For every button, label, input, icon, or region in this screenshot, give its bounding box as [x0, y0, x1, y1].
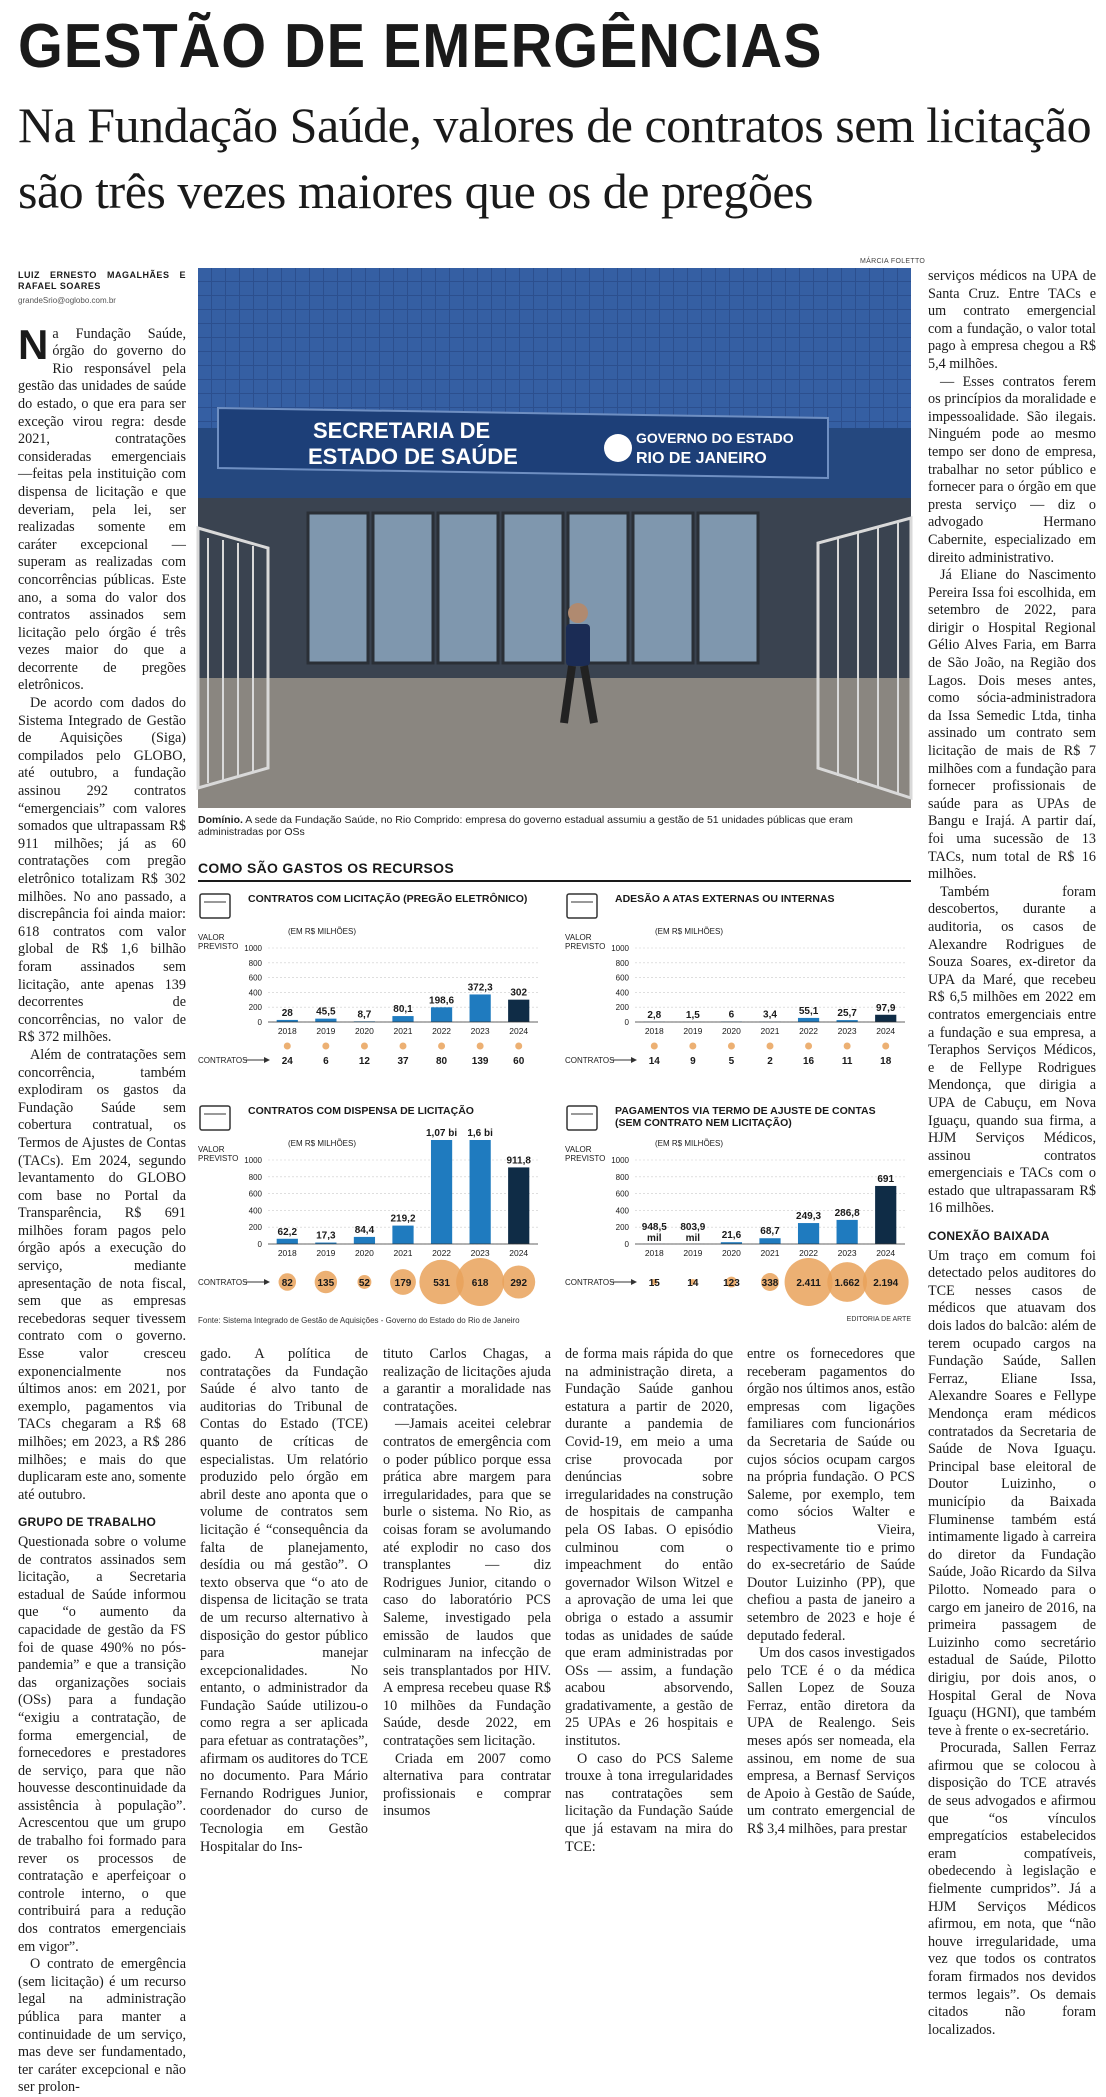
contratos-value: 14 [687, 1278, 699, 1289]
valor-previsto-label: PREVISTO [565, 1154, 605, 1163]
sign-text-1: SECRETARIA DE [313, 418, 490, 443]
y-tick-label: 600 [616, 974, 630, 983]
x-tick-label: 2024 [509, 1248, 528, 1258]
chart-svg [565, 1100, 911, 1310]
contratos-bubble [438, 1043, 445, 1050]
contratos-bubble [361, 1043, 368, 1050]
y-tick-label: 0 [258, 1018, 263, 1027]
bar [508, 1000, 529, 1022]
bar [798, 1223, 819, 1244]
column-4 [565, 1346, 733, 1770]
x-tick-label: 2020 [722, 1248, 741, 1258]
contratos-value: 52 [359, 1278, 371, 1289]
bar-value-label: 8,7 [357, 1009, 371, 1020]
source-note: Fonte: Sistema Integrado de Gestão de Aquisições - Governo do Estado do Rio de Janeiro [198, 1316, 520, 1325]
bar-value-label: 286,8 [835, 1208, 860, 1219]
contratos-bubble [515, 1043, 522, 1050]
y-tick-label: 1000 [244, 1156, 262, 1165]
x-tick-label: 2022 [799, 1026, 818, 1036]
bar-value-label: 3,4 [763, 1010, 777, 1021]
bar-value-label: 21,6 [722, 1230, 742, 1241]
contratos-value: 135 [318, 1278, 335, 1289]
subhead: GRUPO DE TRABALHO [18, 1514, 186, 1532]
x-tick-label: 2023 [471, 1248, 490, 1258]
bar-value-label: 1,07 bi [426, 1128, 457, 1139]
y-tick-label: 400 [249, 1206, 263, 1215]
paragraph: De acordo com dados do Sistema Integrado de Gestão de Aquisições (Siga) compilados pelo GLOBO, até outubro, a fundação assinou 292 contratos “emergenciais” com valores somados que ultrapassam R$ 911 milhões; já as 60 contratações com pregão eletrônico totalizam R$ 302 milhões. No ano passado, a discrepância foi ainda maior: 618 contratos com valor global de R$ 1,6 bilhão foram assinados sem licitação, ante apenas 139 decorrentes de concorrências, no valor de R$ 372 milhões. [18, 695, 186, 1047]
contratos-bubble [689, 1043, 696, 1050]
unit-label: (EM R$ MILHÕES) [288, 927, 356, 936]
x-tick-label: 2021 [394, 1026, 413, 1036]
x-tick-label: 2019 [316, 1248, 335, 1258]
paragraph: Já Eliane do Nascimento Pereira Issa foi escolhida, em setembro de 2022, para dirigir o Hospital Regional Gélio Alves Faria, em Barra de São João, na Região dos Lagos. Dois meses antes, como sócia-administradora da Issa Semedic Ltda, tinha assinado um contrato sem licitação de mais de R$ 7 milhões com a fundação para fornecer profissionais de saúde para as UPAs de Bangu e Irajá. A partir daí, foi uma sucessão de 13 TACs, num total de R$ 16 milhões. [928, 567, 1096, 884]
contratos-value: 6 [323, 1056, 329, 1067]
contratos-value: 292 [510, 1278, 527, 1289]
contratos-value: 11 [842, 1056, 853, 1067]
y-tick-label: 400 [249, 988, 263, 997]
bar-value-label: 45,5 [316, 1007, 336, 1018]
chart-svg [198, 888, 544, 1088]
chart-title [248, 892, 527, 905]
contratos-value: 123 [723, 1278, 740, 1289]
bar [875, 1015, 896, 1022]
x-tick-label: 2020 [722, 1026, 741, 1036]
contratos-value: 179 [395, 1278, 412, 1289]
contratos-value: 12 [359, 1056, 371, 1067]
bar [315, 1019, 336, 1022]
chart-title-line: ADESÃO A ATAS EXTERNAS OU INTERNAS [615, 892, 835, 905]
column-5 [747, 1346, 915, 1770]
x-tick-label: 2019 [683, 1248, 702, 1258]
x-tick-label: 2018 [278, 1248, 297, 1258]
infographic-title: COMO SÃO GASTOS OS RECURSOS [198, 860, 454, 876]
bar-value-label: 219,2 [390, 1214, 415, 1225]
x-tick-label: 2023 [838, 1026, 857, 1036]
bar [392, 1226, 413, 1244]
x-tick-label: 2023 [471, 1026, 490, 1036]
contratos-bubble [477, 1043, 484, 1050]
column-3 [383, 1346, 551, 1770]
contratos-value: 2.194 [873, 1278, 898, 1289]
y-tick-label: 600 [249, 1190, 263, 1199]
contratos-bubble [284, 1043, 291, 1050]
chart-pregao [198, 888, 544, 1088]
dropcap: N [18, 328, 48, 362]
y-tick-label: 200 [616, 1223, 630, 1232]
x-tick-label: 2018 [278, 1026, 297, 1036]
bar [277, 1239, 298, 1244]
x-tick-label: 2022 [432, 1248, 451, 1258]
paragraph: tituto Carlos Chagas, a realização de licitações ajuda a garantir a moralidade nas contratações. [383, 1346, 551, 1416]
y-tick-label: 0 [625, 1240, 630, 1249]
bar [431, 1140, 452, 1244]
contratos-bubble [322, 1043, 329, 1050]
bar-value-label: mil [647, 1233, 662, 1244]
contratos-bubble [844, 1043, 851, 1050]
contratos-arrow-head [631, 1279, 637, 1285]
y-tick-label: 1000 [244, 944, 262, 953]
contratos-value: 1.662 [835, 1278, 860, 1289]
x-tick-label: 2021 [761, 1026, 780, 1036]
bar-value-label: 80,1 [393, 1004, 413, 1015]
document-icon-frame [567, 894, 597, 918]
bar-value-label: 97,9 [876, 1003, 896, 1014]
contratos-bubble [882, 1043, 889, 1050]
contratos-value: 60 [513, 1056, 525, 1067]
y-tick-label: 400 [616, 1206, 630, 1215]
contratos-value: 18 [880, 1056, 892, 1067]
contratos-value: 2.411 [796, 1278, 821, 1289]
y-tick-label: 200 [249, 1003, 263, 1012]
valor-previsto-label: VALOR [565, 933, 592, 942]
subhead: CONEXÃO BAIXADA [928, 1228, 1096, 1246]
paragraph: Um traço em comum foi detectado pelos auditores do TCE nesses casos de médicos que atuavam dos dois lados do balcão: além de terem ocupado cargos na Fundação Saúde, Sallen Ferraz, Eliane Issa, Alexandre Soares e Fellype Mendonça eram médicos contratados da Secretaria de Saúde de Nova Iguaçu. Principal base eleitoral de Doutor Luizinho, o município da Baixada Fluminense também está intimamente ligado à carreira do diretor da Fundação Saúde, João Ricardo da Silva Pilotto. Nomeado para o cargo em janeiro de 2016, na primeira passagem de Luizinho como secretário estadual de Saúde, Pilotto dirigiu, por dois anos, o Hospital Geral de Nova Iguaçu (HGNI), que também teve à frente o ex-secretário. [928, 1248, 1096, 1741]
y-tick-label: 400 [616, 988, 630, 997]
y-tick-label: 200 [249, 1223, 263, 1232]
bar-value-label: 25,7 [837, 1008, 857, 1019]
bar-value-label: 198,6 [429, 995, 454, 1006]
contratos-value: 24 [282, 1056, 294, 1067]
contratos-value: 5 [729, 1056, 735, 1067]
bar [431, 1007, 452, 1022]
photo-caption: Domínio. A sede da Fundação Saúde, no Rio Comprido: empresa do governo estadual assumiu a gestão de 51 unidades públicas que eram administradas por OSs [198, 814, 911, 838]
column-2 [200, 1346, 368, 1770]
bar [354, 1237, 375, 1244]
contratos-bubble [400, 1043, 407, 1050]
bar-value-label: 302 [510, 988, 527, 999]
document-icon [200, 894, 230, 918]
chart-title-line: (SEM CONTRATO NEM LICITAÇÃO) [615, 1116, 792, 1129]
y-tick-label: 600 [616, 1190, 630, 1199]
paragraph: — Esses contratos ferem os princípios da moralidade e impessoalidade. São ilegais. Ninguém pode ao mesmo tempo ser dono de empresa, trabalhar no setor público e fornecer para o órgão em que presta serviço — diz o advogado Hermano Cabernite, especializado em direito administrativo. [928, 374, 1096, 568]
contratos-value: 80 [436, 1056, 448, 1067]
contratos-value: 618 [472, 1278, 489, 1289]
x-tick-label: 2021 [394, 1248, 413, 1258]
y-tick-label: 0 [625, 1018, 630, 1027]
column-6 [928, 268, 1096, 1770]
paragraph: Procurada, Sallen Ferraz afirmou que se colocou à disposição do TCE através de seus advogados e afirmou que “os vínculos empregatícios estabelecidos eram compatíveis, obedecendo à legislação e fielmente cumpridos”. Já a HJM Serviços Médicos afirmou, em nota, que “não houve irregularidade, uma vez que todos os contratos foram firmados nos devidos termos legais”. Os demais citados não foram localizados. [928, 1740, 1096, 2039]
infographic [198, 860, 911, 1330]
chart-atas [565, 888, 911, 1088]
document-icon [200, 1106, 230, 1130]
chart-tac [565, 1100, 911, 1310]
paragraph: gado. A política de contratações da Fundação Saúde é alvo tanto de auditorias do Tribunal de Contas do Estado (TCE) quanto de críticas de especialistas. Um relatório produzido pelo órgão em abril deste ano aponta que o volume de contratos sem licitação é “consequência da falta de planejamento, desídia ou má gestão”. O texto observa que “o ato de dispensa de licitação se trata de um recurso alternativo à disposição do gestor público para manejar excepcionalidades. No entanto, o administrador da Fundação Saúde utilizou-o como regra a ser aplicada para efetuar as contratações”, afirmam os auditores do TCE no documento. Para Mário Fernando Rodrigues Junior, coordenador do curso de Tecnologia em Gestão Hospitalar do Ins- [200, 1346, 368, 1856]
contratos-bubble [651, 1043, 658, 1050]
bar-value-label: 62,2 [278, 1227, 298, 1238]
document-icon-frame [200, 1106, 230, 1130]
valor-previsto-label: PREVISTO [198, 942, 238, 951]
byline-email: grandeSrio@oglobo.com.br [18, 292, 186, 310]
y-tick-label: 600 [249, 974, 263, 983]
x-tick-label: 2022 [799, 1248, 818, 1258]
bar-value-label: 1,6 bi [467, 1128, 493, 1139]
paragraph: Além de contratações sem concorrência, também explodiram os gastos da Fundação Saúde sem cobertura contratual, os Termos de Ajustes de Contas (TACs). Em 2024, segundo levantamento do GLOBO com base no Portal da Transparência, R$ 691 milhões foram pagos pelo órgão após a execução do serviço, mediante apresentação de nota fiscal, sem que as empresas recebedoras sequer tivessem contrato com o governo. Esse valor cresceu exponencialmente nos últimos anos: em 2021, por exemplo, pagamentos via TACs chegaram a R$ 68 milhões; em 2023, a R$ 286 milhões; e mais do que duplicaram este ano, somente até outubro. [18, 1047, 186, 1504]
y-tick-label: 1000 [611, 944, 629, 953]
contratos-label: CONTRATOS [565, 1278, 614, 1287]
bar [759, 1238, 780, 1244]
contratos-value: 37 [397, 1056, 409, 1067]
x-tick-label: 2023 [838, 1248, 857, 1258]
x-tick-label: 2020 [355, 1026, 374, 1036]
paragraph: Também foram descobertos, durante a auditoria, os casos de Alexandre Rodrigues de Souza Soares, ex-diretor da UPA da Maré, que recebeu R$ 6,5 milhões em 2022 em contratos emergenciais entre a fundação e sua empresa, a Teraphos Serviços Médicos, e de Fellype Rodrigues Mendonça, que dirigia a UPA de Cabuçu, em Nova Iguaçu, quando sua firma, a HJM Serviços Médicos, assinou contratos emergenciais e TACs com o estado que ultrapassaram R$ 16 milhões. [928, 884, 1096, 1218]
contratos-value: 338 [762, 1278, 779, 1289]
gov-text-2: RIO DE JANEIRO [636, 450, 767, 467]
contratos-arrow-head [264, 1057, 270, 1063]
valor-previsto-label: VALOR [198, 1145, 225, 1154]
paragraph: —Jamais aceitei celebrar contratos de emergência com o poder público porque essa prática abre margem para irregularidades, para que se burle o sistema. No Rio, as coisas foram se avolumando até explodir no caso dos transplantes — diz Rodrigues Junior, citando o caso do laboratório PCS Saleme, investigado pela emissão de laudos que culminaram na infecção de seis transplantados por HIV. A empresa recebeu quase R$ 10 milhões da Fundação Saúde, desde 2022, em contratações sem licitação. [383, 1416, 551, 1750]
unit-label: (EM R$ MILHÕES) [288, 1139, 356, 1148]
bar [392, 1016, 413, 1022]
bar-value-label: 911,8 [506, 1155, 531, 1166]
bar-value-label: mil [686, 1233, 701, 1244]
photo-credit: MÁRCIA FOLETTO [860, 258, 925, 265]
chart-title-line: PAGAMENTOS VIA TERMO DE AJUSTE DE CONTAS [615, 1105, 876, 1117]
bar-value-label: 948,5 [642, 1222, 667, 1233]
paragraph: O contrato de emergência (sem licitação) é um recurso legal na administração pública para manter a continuidade de um serviço, mas deve ser fundamentado, ter caráter excepcional e não ser prolon- [18, 1956, 186, 2097]
bar-value-label: 68,7 [760, 1226, 780, 1237]
x-tick-label: 2019 [316, 1026, 335, 1036]
y-tick-label: 800 [616, 1173, 630, 1182]
bar-value-label: 28 [282, 1008, 294, 1019]
x-tick-label: 2024 [876, 1248, 895, 1258]
gov-text-1: GOVERNO DO ESTADO [636, 430, 794, 446]
contratos-value: 14 [649, 1056, 661, 1067]
x-tick-label: 2024 [876, 1026, 895, 1036]
contratos-value: 2 [767, 1056, 773, 1067]
x-tick-label: 2020 [355, 1248, 374, 1258]
y-tick-label: 800 [249, 959, 263, 968]
y-tick-label: 800 [616, 959, 630, 968]
column-1 [18, 270, 186, 1770]
bar [875, 1186, 896, 1244]
contratos-value: 531 [433, 1278, 450, 1289]
contratos-label: CONTRATOS [198, 1056, 247, 1065]
contratos-value: 16 [803, 1056, 815, 1067]
bar-value-label: 803,9 [680, 1222, 705, 1233]
valor-previsto-label: PREVISTO [198, 1154, 238, 1163]
x-tick-label: 2024 [509, 1026, 528, 1036]
paragraph: O caso do PCS Saleme trouxe à tona irregularidades nas contratações sem licitação da Fundação Saúde que já estavam na mira do TCE: [565, 1751, 733, 1857]
sign-text-2: ESTADO DE SAÚDE [308, 444, 518, 469]
x-tick-label: 2019 [683, 1026, 702, 1036]
y-tick-label: 800 [249, 1173, 263, 1182]
art-credit: EDITORIA DE ARTE [847, 1316, 911, 1323]
contratos-bubble [767, 1043, 774, 1050]
chart-svg [565, 888, 911, 1088]
contratos-value: 15 [649, 1278, 661, 1289]
bar [837, 1220, 858, 1244]
contratos-bubble [728, 1043, 735, 1050]
contratos-arrow-head [631, 1057, 637, 1063]
paragraph: Criada em 2007 como alternativa para contratar profissionais e comprar insumos [383, 1751, 551, 1821]
paragraph: Na Fundação Saúde, órgão do governo do Rio responsável pela gestão das unidades de saúde do estado, o que era para ser exceção virou regra: desde 2021, contratações consideradas emergenciais —feitas pela instituição com dispensa de licitação e que deveriam, pela lei, ser realizadas somente em caráter excepcional —superam as realizadas com concorrências públicas. Este ano, a soma do valor dos contratos assinados sem licitação pelo órgão é três vezes maior do que a decorrente de pregões eletrônicos. [18, 326, 186, 695]
paragraph: Questionada sobre o volume de contratos assinados sem licitação, a Secretaria estadual de Saúde informou que “o aumento da capacidade de gestão da FS foi de quase 490% no pós-pandemia” e que a transição das organizações sociais (OSs) para a fundação “exigiu a contratação, de forma emergencial, de fornecedores e prestadores de serviço, para que não houvesse descontinuidade da assistência à população”. Acrescentou que um grupo de trabalho foi formado para rever os processos de contratação e aperfeiçoar o controle interno, o que contribuirá para a redução dos contratos emergenciais em vigor”. [18, 1534, 186, 1956]
contratos-bubble [805, 1043, 812, 1050]
paragraph: de forma mais rápida do que na administração direta, a Fundação Saúde ganhou estatura a partir de 2020, durante a pandemia de Covid-19, em meio a uma crise provocada por denúncias sobre irregularidades na construção de hospitais de campanha pela OS Iabas. O episódio culminou com o impeachment do então governador Wilson Witzel e a aprovação de uma lei que obriga o estado a assumir todas as unidades de saúde que eram administradas por OSs — assim, a fundação acabou absorvendo, gradativamente, a gestão de 25 UPAs e 26 hospitais e institutos. [565, 1346, 733, 1751]
contratos-value: 82 [282, 1278, 294, 1289]
contratos-value: 139 [472, 1056, 489, 1067]
bar-value-label: 6 [729, 1010, 735, 1021]
building-illustration [198, 268, 911, 808]
contratos-label: CONTRATOS [565, 1056, 614, 1065]
byline: LUIZ ERNESTO MAGALHÃES E RAFAEL SOARES [18, 270, 186, 292]
unit-label: (EM R$ MILHÕES) [655, 927, 723, 936]
y-tick-label: 1000 [611, 1156, 629, 1165]
bar [470, 994, 491, 1022]
paragraph: serviços médicos na UPA de Santa Cruz. Entre TACs e um contrato emergencial com a fundação, o valor total pago à empresa chegou a R$ 5,4 milhões. [928, 268, 1096, 374]
valor-previsto-label: VALOR [565, 1145, 592, 1154]
x-tick-label: 2018 [645, 1248, 664, 1258]
bar [508, 1167, 529, 1244]
chart-svg [198, 1100, 544, 1310]
bar-value-label: 84,4 [355, 1225, 375, 1236]
contratos-label: CONTRATOS [198, 1278, 247, 1287]
chart-dispensa [198, 1100, 544, 1310]
document-icon-frame [567, 1106, 597, 1130]
divider [198, 880, 911, 882]
headline: Na Fundação Saúde, valores de contratos sem licitação são três vezes maiores que os de pregões [18, 92, 1098, 224]
x-tick-label: 2022 [432, 1026, 451, 1036]
chart-title-line: CONTRATOS COM LICITAÇÃO (PREGÃO ELETRÔNICO) [248, 892, 527, 905]
paragraph: Um dos casos investigados pelo TCE é o da médica Sallen Lopez de Souza Ferraz, então diretora da UPA de Realengo. Seis meses após ser nomeada, ela assinou, em nome de sua empresa, a Bernasf Serviços de Apoio à Gestão de Saúde, um contrato emergencial de R$ 3,4 milhões, para prestar [747, 1645, 915, 1839]
building-photo [198, 268, 911, 808]
bar [470, 1140, 491, 1244]
section-kicker: GESTÃO DE EMERGÊNCIAS [18, 12, 1022, 82]
document-icon [567, 1106, 597, 1130]
bar-value-label: 691 [877, 1174, 894, 1185]
x-tick-label: 2018 [645, 1026, 664, 1036]
y-tick-label: 0 [258, 1240, 263, 1249]
chart-title [615, 892, 835, 905]
document-icon-frame [200, 894, 230, 918]
chart-title-line: CONTRATOS COM DISPENSA DE LICITAÇÃO [248, 1104, 474, 1117]
bar-value-label: 1,5 [686, 1010, 700, 1021]
valor-previsto-label: VALOR [198, 933, 225, 942]
bar-value-label: 372,3 [468, 982, 493, 993]
x-tick-label: 2021 [761, 1248, 780, 1258]
valor-previsto-label: PREVISTO [565, 942, 605, 951]
y-tick-label: 200 [616, 1003, 630, 1012]
contratos-value: 9 [690, 1056, 696, 1067]
unit-label: (EM R$ MILHÕES) [655, 1139, 723, 1148]
bar [798, 1018, 819, 1022]
chart-title [615, 1105, 876, 1129]
bar-value-label: 17,3 [316, 1231, 336, 1242]
document-icon [567, 894, 597, 918]
contratos-arrow-head [264, 1279, 270, 1285]
paragraph: entre os fornecedores que receberam pagamentos do órgão nos últimos anos, estão empresas com ligações familiares com funcionários da Secretaria de Saúde ou cujos sócios ocupam cargos na própria fundação. O PCS Saleme, por exemplo, tem como sócios Walter e Matheus Vieira, respectivamente tio e primo do ex-secretário de Saúde Doutor Luizinho (PP), que chefiou a pasta de janeiro a setembro de 2023 e hoje é deputado federal. [747, 1346, 915, 1645]
chart-title [248, 1104, 474, 1117]
bar-value-label: 2,8 [647, 1010, 661, 1021]
bar-value-label: 249,3 [796, 1211, 821, 1222]
bar-value-label: 55,1 [799, 1006, 819, 1017]
state-seal-icon [604, 434, 632, 462]
